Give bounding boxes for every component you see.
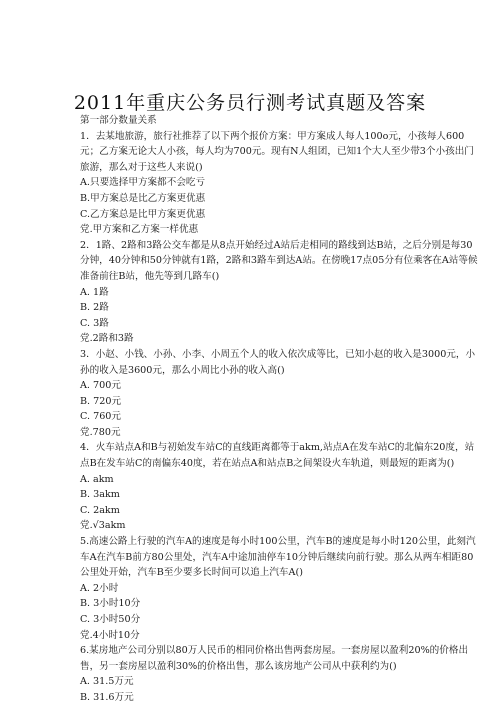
option-line: A. 1路 — [80, 286, 109, 298]
option-line: C. 3路 — [80, 317, 109, 329]
option-line: B. 720元 — [80, 395, 122, 407]
question-1: 1．去某地旅游，旅行社推荐了以下两个报价方案：甲方案成人每人100o元，小孩每人600元；乙方案无论大人小孩，每人均为700元。现有N人组团，已知1个大人至少带3个小孩出门旅游，那么对于这些人来说() — [80, 130, 474, 173]
option-line: B. 3akm — [80, 489, 120, 501]
option-line: C. 2akm — [80, 504, 120, 516]
option-line: B. 2路 — [80, 302, 109, 314]
option-line: 党.甲方案和乙方案一样优惠 — [80, 224, 199, 236]
option-line: C.乙方案总是比甲方案更优惠 — [80, 208, 206, 220]
option-line: 党.4小时10分 — [80, 629, 140, 641]
option-line: C. 3小时50分 — [80, 614, 141, 625]
option-line: A. 2小时 — [80, 582, 119, 594]
option-line: A. 31.5万元 — [80, 676, 134, 688]
option-line: C. 760元 — [80, 411, 122, 423]
option-line: B.甲方案总是比乙方案更优惠 — [80, 192, 206, 204]
question-5: 5.高速公路上行驶的汽车A的速度是每小时100公里，汽车B的速度是每小时120公里，此刻汽车A在汽车B前方80公里处，汽车A中途加油停车10分钟后继续向前行驶。那么从两车相距80公里处开始，汽车B至少要多长时间可以追上汽车A() — [80, 536, 476, 579]
document-body — [80, 113, 480, 706]
question-6: 6.某房地产公司分别以80万人民币的相同价格出售两套房屋。一套房屋以盈利20%的价格出售，另一套房屋以盈利30%的价格出售，那么该房地产公司从中获利约为() — [80, 645, 469, 672]
option-line: 党.√3akm — [80, 520, 126, 532]
option-line: A. akm — [80, 473, 114, 485]
question-2: 2．1路、2路和3路公交车都是从8点开始经过A站后走相同的路线到达B站，之后分别是每30分钟，40分钟和50分钟就有1路，2路和3路车到达A站。在傍晚17点05分有位乘客在A站等候准备前往B站，他先等到几路车() — [80, 239, 478, 282]
option-line: 党.2路和3路 — [80, 333, 134, 345]
question-3: 3．小赵、小钱、小孙、小李、小周五个人的收入依次成等比，已知小赵的收入是3000元，小孙的收入是3600元，那么小周比小孙的收入高() — [80, 348, 476, 376]
option-line: 党.780元 — [80, 426, 121, 438]
section-heading: 第一部分数量关系 — [80, 115, 157, 126]
option-line: B. 3小时10分 — [80, 598, 141, 610]
page-title: 2011年重庆公务员行测考试真题及答案 — [73, 92, 427, 114]
option-line: A. 700元 — [80, 380, 121, 392]
question-4: 4．火车站点A和B与初始发车站C的直线距离都等于akm,站点A在发车站C的北偏东20度，站点B在发车站C的南偏东40度，若在站点A和站点B之间架设火车轨道，则最短的距离为() — [80, 442, 475, 470]
option-line: A.只要选择甲方案都不会吃亏 — [80, 177, 206, 189]
option-line: B. 31.6万元 — [80, 691, 134, 703]
